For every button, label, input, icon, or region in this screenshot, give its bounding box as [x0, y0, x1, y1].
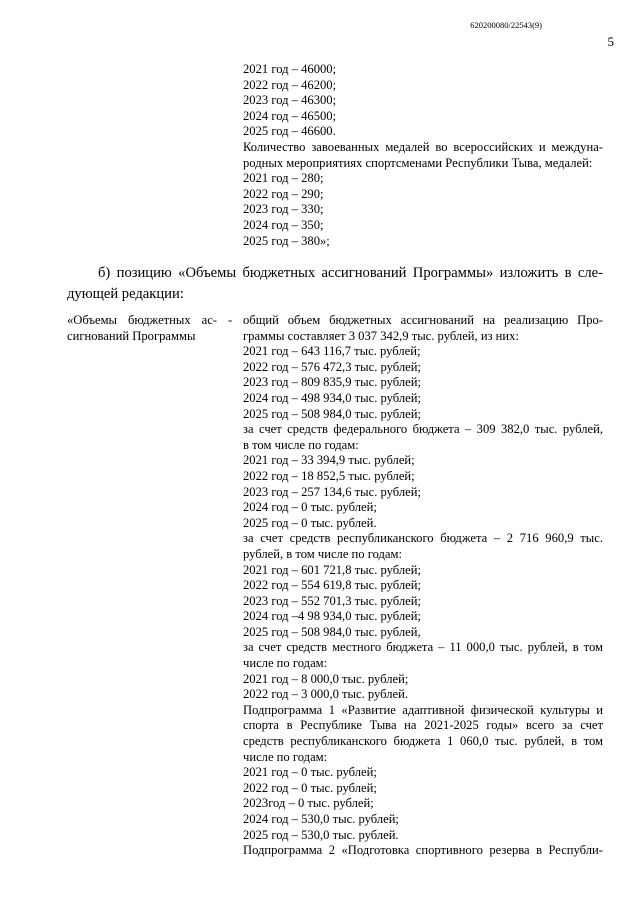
text-line: в том числе по годам:: [243, 437, 359, 452]
text-line: 2024 год – 350;: [243, 217, 324, 232]
paragraph-line: дующей редакции:: [67, 286, 184, 302]
text-line: 2023 год – 809 835,9 тыс. рублей;: [243, 375, 421, 390]
text-line: 2022 год – 0 тыс. рублей;: [243, 780, 377, 795]
text-line: 2021 год – 280;: [243, 171, 324, 186]
text-line: 2025 год – 0 тыс. рублей.: [243, 515, 377, 530]
page-number: 5: [607, 34, 614, 49]
text-line: 2021 год – 0 тыс. рублей;: [243, 765, 377, 780]
text-line: 2025 год – 508 984,0 тыс. рублей;: [243, 406, 421, 421]
text-line: за счет средств федерального бюджета – 309 382,0 тыс. рублей,: [243, 422, 603, 437]
text-line: Подпрограмма 2 «Подготовка спортивного резерва в Республи-: [243, 843, 603, 858]
text-line: граммы составляет 3 037 342,9 тыс. рублей, из них:: [243, 328, 519, 343]
text-line: 2022 год – 3 000,0 тыс. рублей.: [243, 687, 409, 702]
text-line: 2023 год – 552 701,3 тыс. рублей;: [243, 593, 421, 608]
text-line: общий объем бюджетных ассигнований на реализацию Про-: [243, 313, 603, 327]
text-line: 2023 год – 46300;: [243, 93, 337, 108]
text-line: за счет средств республиканского бюджета – 2 716 960,9 тыс.: [243, 531, 603, 546]
text-line: родных мероприятиях спортсменами Республики Тыва, медалей:: [243, 155, 593, 170]
text-line: рублей, в том числе по годам:: [243, 546, 402, 561]
text-line: 2021 год – 33 394,9 тыс. рублей;: [243, 453, 415, 468]
text-line: 2023 год – 330;: [243, 202, 324, 217]
text-line: 2021 год – 46000;: [243, 62, 337, 76]
paragraph-b: [67, 263, 603, 305]
text-line: спорта в Республике Тыва на 2021-2025 годы» всего за счет: [243, 718, 603, 733]
text-line: 2025 год – 530,0 тыс. рублей.: [243, 827, 399, 842]
text-line: Подпрограмма 1 «Развитие адаптивной физической культуры и: [243, 702, 603, 717]
text-line: 2024 год – 0 тыс. рублей;: [243, 500, 377, 515]
text-line: 2022 год – 576 472,3 тыс. рублей;: [243, 359, 421, 374]
text-line: Количество завоеванных медалей во всероссийских и междуна-: [243, 139, 603, 154]
text-line: числе по годам:: [243, 656, 328, 671]
label-line: сигнований Программы: [67, 328, 196, 343]
text-line: 2024 год – 498 934,0 тыс. рублей;: [243, 390, 421, 405]
text-line: 2025 год – 46600.: [243, 124, 336, 139]
budget-details: [243, 313, 603, 859]
separator-dash: -: [228, 313, 233, 327]
text-line: 2025 год – 380»;: [243, 233, 330, 248]
text-line: числе по годам:: [243, 749, 328, 764]
text-line: 2024 год –4 98 934,0 тыс. рублей;: [243, 609, 421, 624]
text-line: 2022 год – 18 852,5 тыс. рублей;: [243, 468, 415, 483]
text-line: 2025 год – 508 984,0 тыс. рублей,: [243, 624, 421, 639]
text-line: 2021 год – 601 721,8 тыс. рублей;: [243, 562, 421, 577]
table-row-label: [67, 313, 217, 344]
text-line: 2022 год – 46200;: [243, 77, 337, 92]
text-line: 2022 год – 554 619,8 тыс. рублей;: [243, 578, 421, 593]
text-line: средств республиканского бюджета 1 060,0 тыс. рублей, в том: [243, 734, 603, 749]
label-line: «Объемы бюджетных ас-: [67, 313, 217, 327]
indicator-values-block: [243, 62, 603, 249]
text-line: 2024 год – 46500;: [243, 108, 337, 123]
text-line: 2022 год – 290;: [243, 186, 324, 201]
text-line: 2024 год – 530,0 тыс. рублей;: [243, 812, 399, 826]
text-line: 2021 год – 643 116,7 тыс. рублей;: [243, 344, 421, 359]
text-line: 2023 год – 257 134,6 тыс. рублей;: [243, 484, 421, 499]
paragraph-line: б) позицию «Объемы бюджетных ассигнований Программы» изложить в сле-: [98, 265, 603, 281]
document-code: 620200080/22543(9): [470, 20, 542, 30]
text-line: 2021 год – 8 000,0 тыс. рублей;: [243, 671, 409, 686]
text-line: 2023год – 0 тыс. рублей;: [243, 796, 374, 811]
text-line: за счет средств местного бюджета – 11 000,0 тыс. рублей, в том: [243, 640, 603, 655]
